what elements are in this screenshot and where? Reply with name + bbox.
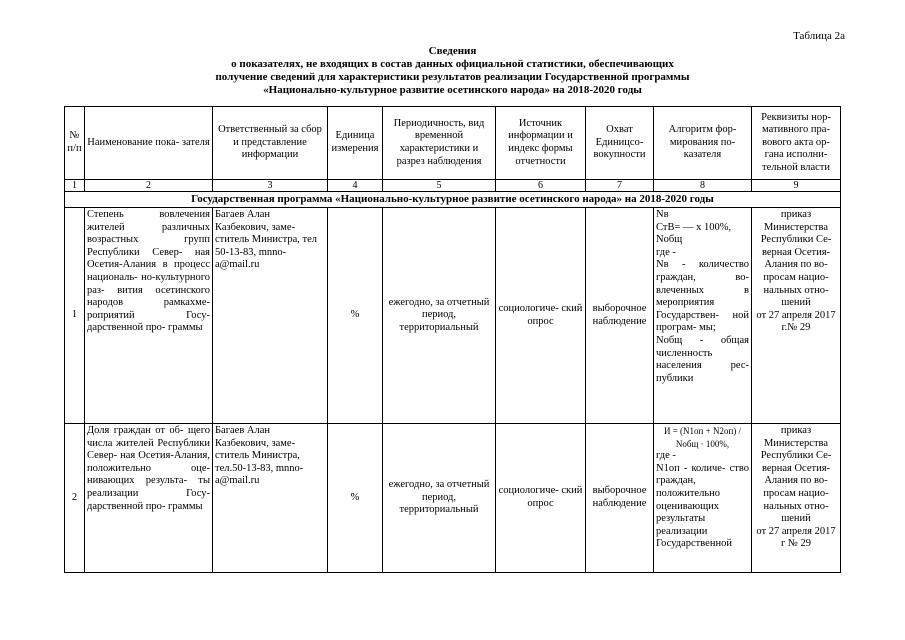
col-number: 6 [496, 180, 586, 192]
col-number: 5 [383, 180, 496, 192]
col-header-responsible: Ответственный за сбор и представление информации [213, 107, 328, 180]
row-coverage: выборочное наблюдение [586, 424, 654, 573]
heading-line-4: «Национально-культурное развитие осетинского народа» на 2018-2020 годы [263, 84, 642, 96]
col-number: 2 [85, 180, 213, 192]
table-number-label: Таблица 2а [793, 30, 845, 42]
indicators-table [64, 106, 841, 573]
row-responsible: Багаев Алан Казбекович, заме- ститель Министра, тел.50-13-83, mnno-a@mail.ru [213, 424, 328, 573]
col-header-name: Наименование пока- зателя [85, 107, 213, 180]
heading-line-3: получение сведений для характеристики результатов реализации Государственной программы [215, 71, 690, 83]
heading-line-1: Сведения [428, 45, 477, 57]
col-header-period: Периодичность, вид временной характеристики и разрез наблюдения [383, 107, 496, 180]
col-header-algorithm: Алгоритм фор- мирования по- казателя [654, 107, 752, 180]
column-number-row [65, 180, 841, 192]
row-num: 1 [65, 208, 85, 424]
col-header-num: № п/п [65, 107, 85, 180]
section-row [65, 192, 841, 208]
row-coverage: выборочное наблюдение [586, 208, 654, 424]
heading-line-2: о показателях, не входящих в состав данных официальной статистики, обеспечивающих [231, 58, 674, 70]
row-period: ежегодно, за отчетный период, территориальный [383, 424, 496, 573]
col-number: 7 [586, 180, 654, 192]
row-algorithm-cell [654, 424, 752, 573]
document-heading [0, 45, 905, 97]
col-number: 3 [213, 180, 328, 192]
col-header-source: Источник информации и индекс формы отчетности [496, 107, 586, 180]
row-source: социологиче- ский опрос [496, 424, 586, 573]
col-number: 9 [752, 180, 841, 192]
row-responsible: Багаев Алан Казбекович, заме- ститель Министра, тел 50-13-83, mnno-a@mail.ru [213, 208, 328, 424]
col-header-coverage: Охват Единицсо- вокупности [586, 107, 654, 180]
row-source: социологиче- ский опрос [496, 208, 586, 424]
header-row [65, 107, 841, 180]
row-act: приказ Министерства Республики Се- верная Осетия- Алания по во- просам нацио- нальных отно- шений от 27 апреля 2017 г № 29 [752, 424, 841, 573]
row-algorithm: где - N1оп - количе- ство граждан, положительно оценивающих результаты реализации Государственной [656, 450, 749, 550]
row-unit: % [328, 424, 383, 573]
row-name: Доля граждан от об- щего числа жителей Республики Север- ная Осетия-Алания, положительно оце- нивающих результа- ты реализации Госу- дарственной про- граммы [85, 424, 213, 573]
col-number: 4 [328, 180, 383, 192]
col-number: 1 [65, 180, 85, 192]
row-act: приказ Министерства Республики Се- верная Осетия- Алания по во- просам нацио- нальных отно- шений от 27 апреля 2017 г.№ 29 [752, 208, 841, 424]
row-algorithm: Nв СтВ= — x 100%, Nобщ где - Nв - количество граждан, во- влеченных в мероприятия Государствен- ной програм- мы; Nобщ - общая численность населения рес- публики [654, 208, 752, 424]
row-formula: И = (N1оп + N2оп) / Nобщ · 100%, [663, 426, 742, 449]
section-title: Государственная программа «Национально-культурное развитие осетинского народа» на 2018-2020 годы [65, 192, 841, 208]
col-header-act: Реквизиты нор- мативного пра- вового акта ор- гана исполни- тельной власти [752, 107, 841, 180]
col-number: 8 [654, 180, 752, 192]
col-header-unit: Единица измерения [328, 107, 383, 180]
table-row [65, 424, 841, 573]
row-unit: % [328, 208, 383, 424]
row-num: 2 [65, 424, 85, 573]
row-period: ежегодно, за отчетный период, территориальный [383, 208, 496, 424]
table-row [65, 208, 841, 424]
row-name: Степень вовлечения жителей различных возрастных групп Республики Север- ная Осетия-Алания в процесс националь- но-культурного раз- вития осетинского народов рамкахме- роприятий Госу- дарственной про- граммы [85, 208, 213, 424]
